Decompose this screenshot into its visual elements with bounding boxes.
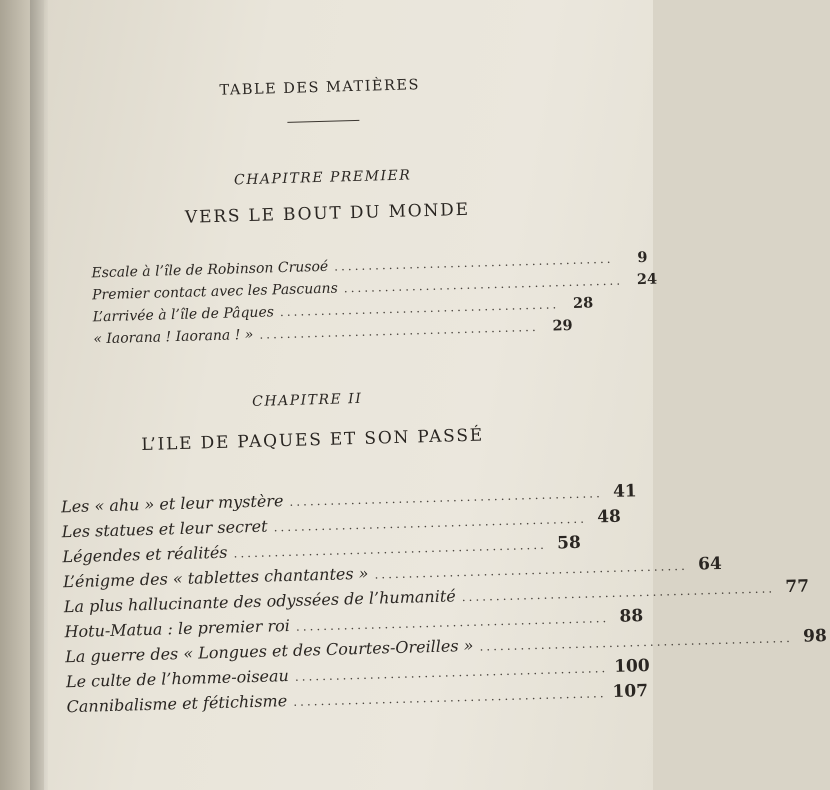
entry-page: 77 xyxy=(785,576,810,598)
dot-leader: .............................................. xyxy=(479,630,794,654)
entry-page: 58 xyxy=(556,532,582,554)
dot-leader: ......................................... xyxy=(279,297,560,320)
dot-leader: .............................................. xyxy=(294,661,609,684)
toc-page xyxy=(30,24,828,770)
chapter-2-title: L’ILE DE PAQUES ET SON PASSÉ xyxy=(141,425,485,456)
entry-title: L’arrivée à l’île de Pâques xyxy=(92,304,275,326)
dot-leader: .............................................. xyxy=(461,581,776,605)
entry-page: 100 xyxy=(613,655,650,677)
dot-leader: .............................................. xyxy=(273,511,588,535)
entry-page: 29 xyxy=(552,316,573,335)
entry-page: 9 xyxy=(637,248,648,267)
chapter-1-title: VERS LE BOUT DU MONDE xyxy=(184,199,471,228)
toc-title: TABLE DES MATIÈRES xyxy=(219,77,421,99)
dot-leader: ......................................... xyxy=(259,319,539,342)
entry-page: 98 xyxy=(802,625,828,647)
entry-title: La guerre des « Longues et des Courtes-Oreilles » xyxy=(64,635,474,667)
dot-leader: .............................................. xyxy=(293,686,607,709)
dot-leader: .............................................. xyxy=(233,537,548,561)
entry-title: Les statues et leur secret xyxy=(61,516,268,542)
entry-title: Les « ahu » et leur mystère xyxy=(60,491,284,517)
entry-title: « Iaorana ! Iaorana ! » xyxy=(93,326,254,348)
entry-page: 41 xyxy=(612,481,638,502)
entry-title: L’énigme des « tablettes chantantes » xyxy=(62,563,369,592)
title-rule xyxy=(287,120,359,123)
entry-title: Hotu-Matua : le premier roi xyxy=(64,615,291,642)
entry-page: 48 xyxy=(596,506,622,528)
dot-leader: ......................................... xyxy=(334,251,614,274)
dot-leader: ......................................... xyxy=(343,273,624,296)
entry-title: Escale à l’île de Robinson Crusoé xyxy=(91,258,329,282)
dot-leader: .............................................. xyxy=(289,486,603,509)
entry-page: 24 xyxy=(636,270,658,289)
dot-leader: .............................................. xyxy=(374,558,689,582)
chapter-1-label: CHAPITRE PREMIER xyxy=(233,167,412,189)
entry-page: 28 xyxy=(572,294,594,312)
dot-leader: .............................................. xyxy=(295,611,610,634)
entry-title: Cannibalisme et fétichisme xyxy=(66,691,288,717)
entry-page: 107 xyxy=(612,681,649,702)
entry-page: 88 xyxy=(619,606,644,627)
entry-title: Légendes et réalités xyxy=(62,542,228,567)
entry-title: Le culte de l’homme-oiseau xyxy=(65,666,290,692)
chapter-2-label: CHAPITRE II xyxy=(251,390,363,410)
entry-title: Premier contact avec les Pascuans xyxy=(91,280,339,304)
entry-title: La plus hallucinante des odyssées de l’humanité xyxy=(63,586,456,617)
entry-page: 64 xyxy=(697,553,723,575)
